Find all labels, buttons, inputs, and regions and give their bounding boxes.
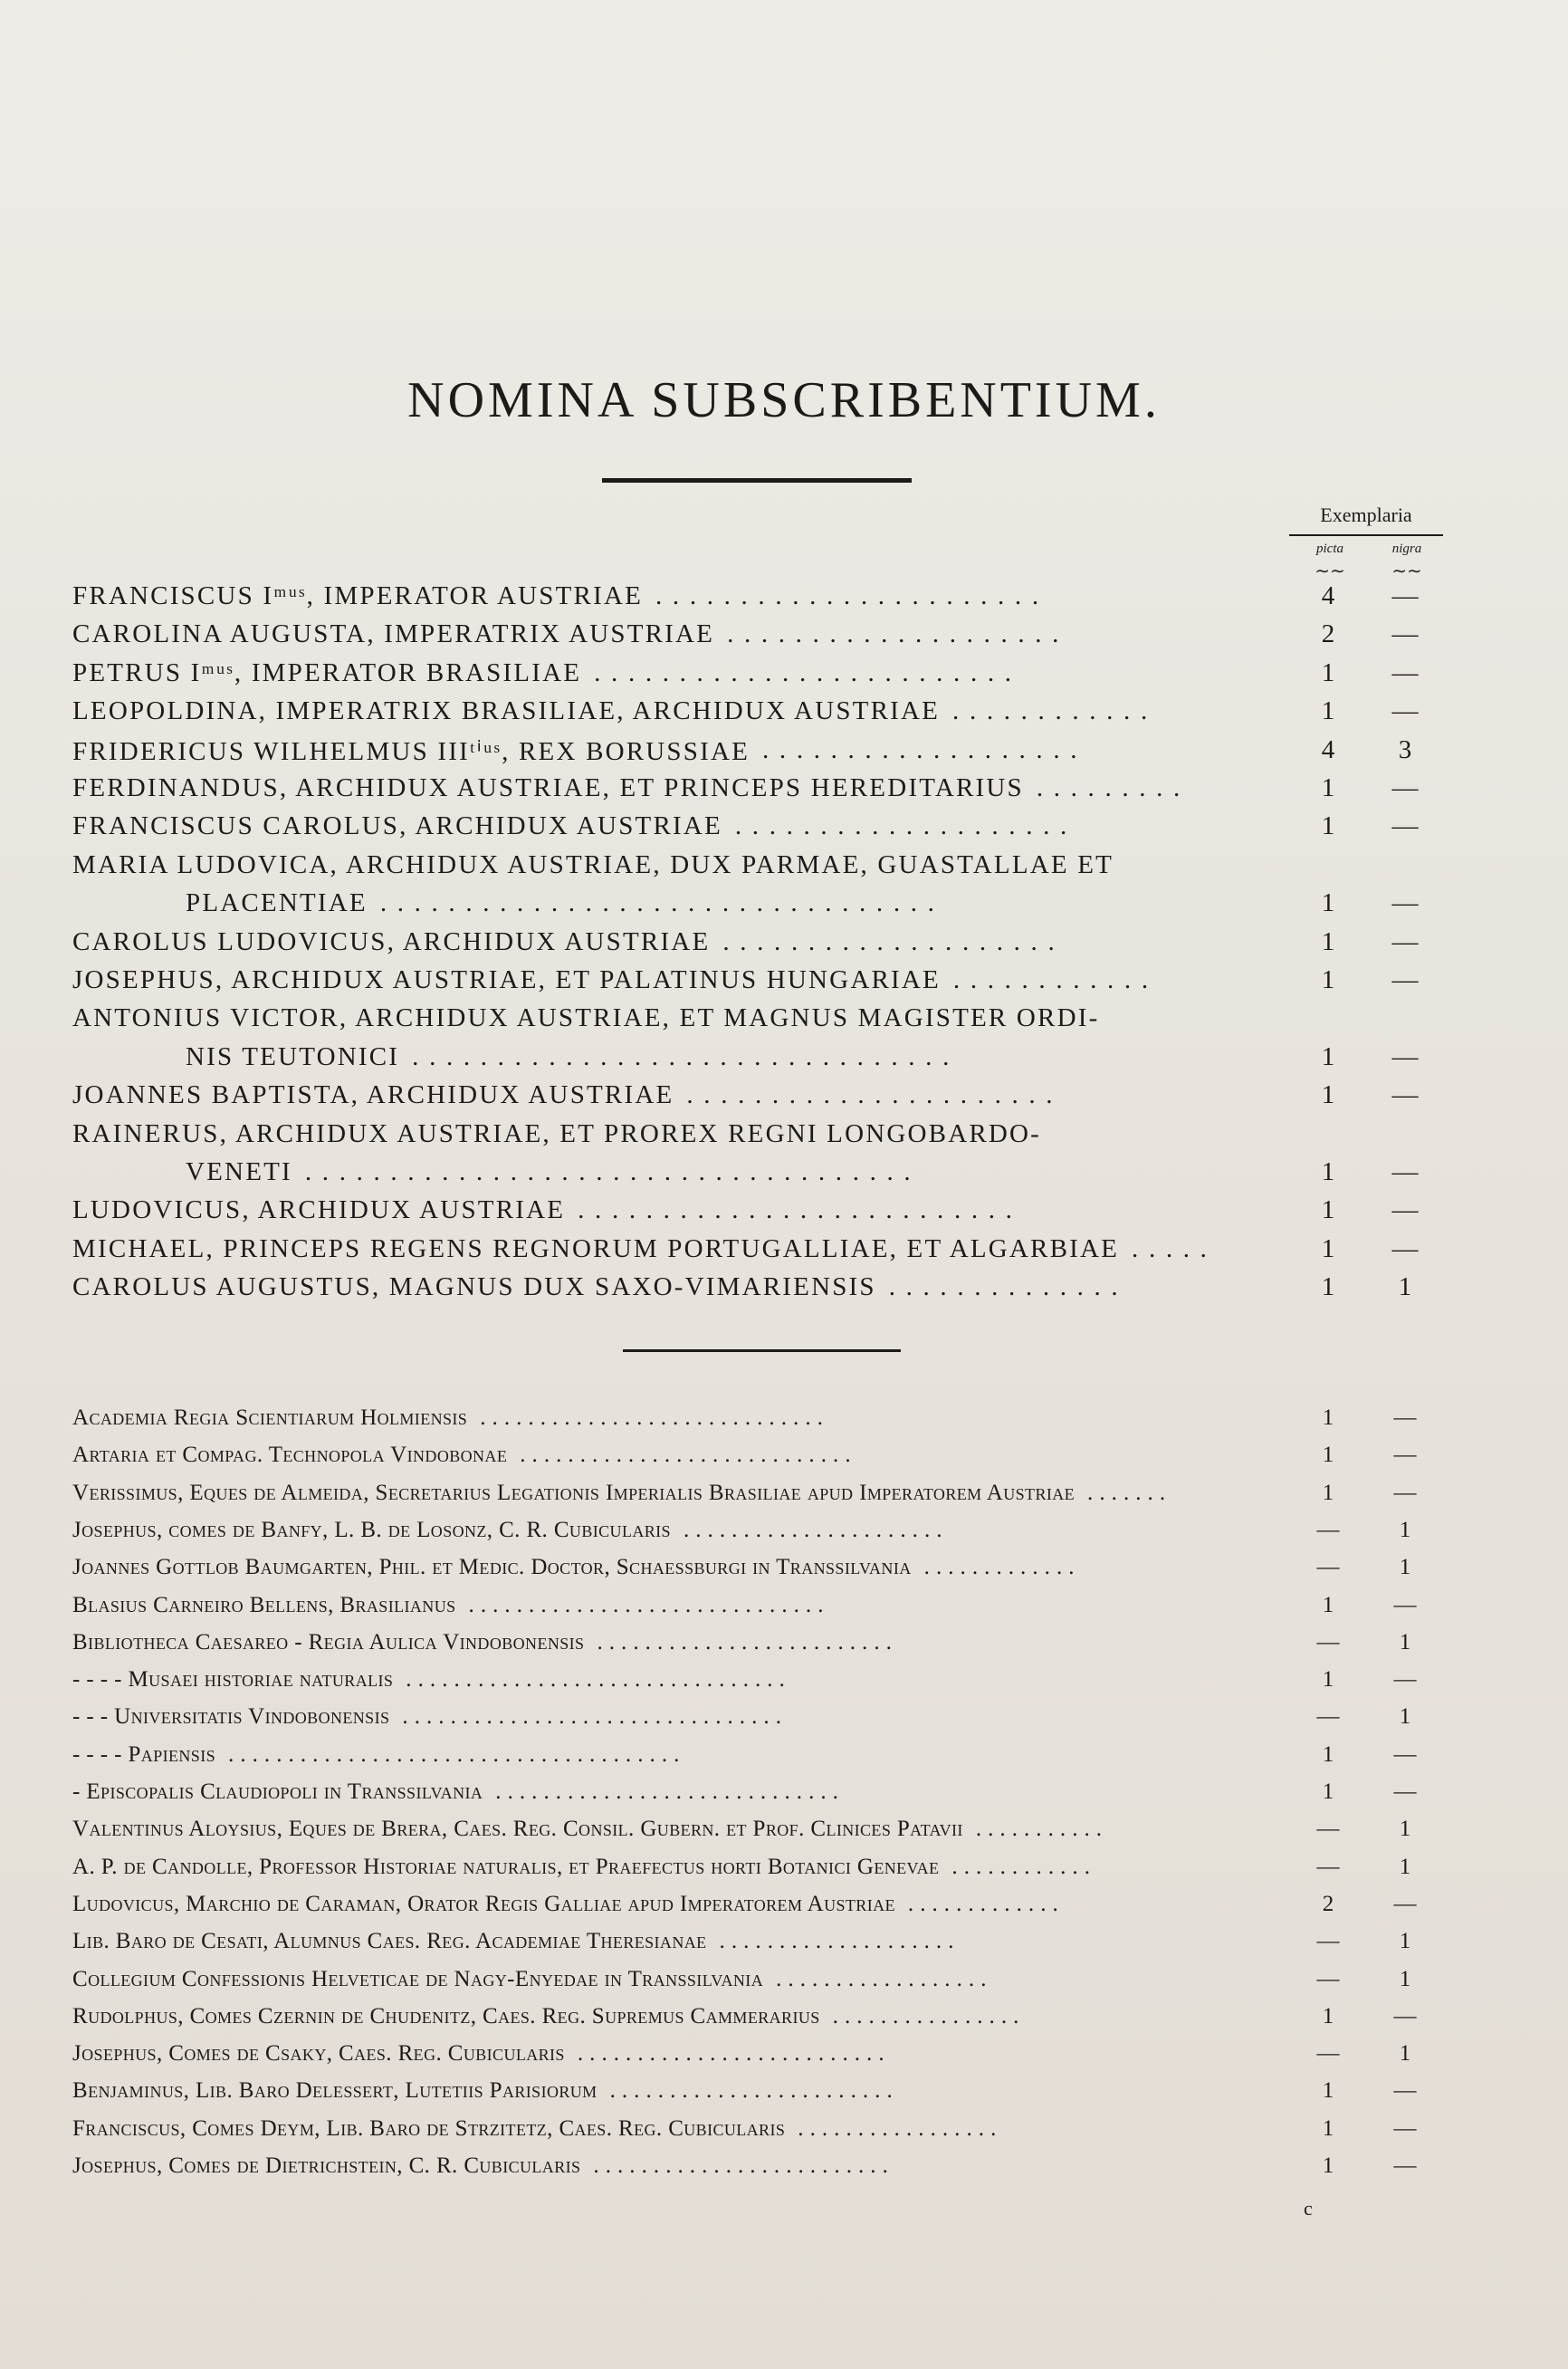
subscriber-name: Rudolphus, Comes Czernin de Chudenitz, Caes. Reg. Supremus Cammerarius	[72, 2003, 820, 2029]
subscriber-name: Bibliotheca Caesareo - Regia Aulica Vindobonensis	[72, 1629, 585, 1654]
subscriber-row	[72, 1892, 1448, 1928]
leader-dots: . . . . . . . . . . . . . . . . . . . . . . . .	[609, 2078, 894, 2104]
subscriber-row	[72, 1817, 1448, 1853]
leader-dots: . . . . . . . . . . . . . . . . . . . . . . . . . . . . . . . . . . . . . .	[228, 1741, 680, 1767]
nigra-count: 1	[1399, 2041, 1411, 2067]
leader-dots: . . . . . . . . . . . . . . . . . . . . . . . . . . . . .	[495, 1779, 839, 1804]
subscriber-row	[72, 2078, 1448, 2115]
nigra-count: 3	[1398, 734, 1412, 764]
picta-count: 1	[1321, 811, 1335, 841]
subscriber-name: FRANCISCUS CAROLUS, ARCHIDUX AUSTRIAE	[72, 811, 722, 841]
leader-dots: . . . . . . . . . . . . . . . . . . . .	[722, 926, 1056, 956]
picta-count: 2	[1321, 619, 1335, 649]
leader-dots: . . . . . . . . . . .	[975, 1817, 1103, 1842]
picta-count: —	[1316, 1629, 1340, 1654]
picta-count: 4	[1321, 734, 1335, 764]
subscriber-row	[72, 1481, 1448, 1517]
royal-row	[72, 1003, 1448, 1040]
royal-row	[72, 850, 1448, 887]
royal-row	[72, 888, 1448, 925]
picta-header: picta	[1316, 542, 1343, 556]
leader-dots: . . . . . . . . . . . . . . . . . . . . . . . . . . . .	[520, 1443, 851, 1468]
picta-count: —	[1316, 2041, 1340, 2067]
picta-count: —	[1316, 1966, 1340, 1991]
royal-row	[72, 1042, 1448, 1079]
royal-row	[72, 1157, 1448, 1194]
nigra-count: —	[1393, 1443, 1417, 1468]
leader-dots: . . . . . . . . . . . . . . . . . . . . . . . . . . . . . . . . .	[379, 888, 937, 918]
column-header	[1289, 504, 1443, 581]
leader-dots: . . . . . . . . . . . .	[951, 1854, 1091, 1879]
picta-count: —	[1316, 1854, 1340, 1879]
section-rule	[623, 1349, 901, 1352]
subscriber-name: Joannes Gottlob Baumgarten, Phil. et Medic. Doctor, Schaessburgi in Transsilvania	[72, 1555, 912, 1580]
nigra-count: 1	[1399, 1629, 1411, 1654]
leader-dots: . . . . . . . . .	[1036, 773, 1182, 802]
nigra-count: —	[1391, 773, 1419, 802]
picta-count: 1	[1322, 1480, 1334, 1505]
nigra-count: —	[1393, 1779, 1417, 1804]
picta-count: —	[1316, 1517, 1340, 1542]
column-header-rule	[1289, 534, 1443, 536]
picta-count: 1	[1322, 1592, 1334, 1617]
subscriber-row	[72, 1742, 1448, 1779]
nigra-count: 1	[1399, 1966, 1411, 1991]
subscriber-row	[72, 1593, 1448, 1629]
subscriber-name: VENETI	[186, 1157, 292, 1186]
picta-count: —	[1316, 1929, 1340, 1954]
leader-dots: . . . . . . . . . . . . . . . . . . . . . . . . . . . . . . . .	[402, 1704, 782, 1730]
picta-count: 1	[1321, 888, 1335, 918]
picta-count: 1	[1321, 1080, 1335, 1110]
picta-count: 1	[1321, 696, 1335, 726]
nigra-count: —	[1391, 811, 1419, 841]
nigra-count: —	[1391, 619, 1419, 649]
leader-dots: . . . . . . . . . . . .	[952, 696, 1150, 726]
subscriber-name: FRANCISCUS Iᵐᵘˢ, IMPERATOR AUSTRIAE	[72, 581, 644, 610]
subscriber-name: FERDINANDUS, ARCHIDUX AUSTRIAE, ET PRINCEPS HEREDITARIUS	[72, 773, 1024, 802]
picta-count: 1	[1322, 1443, 1334, 1468]
subscriber-name: - - - - Papiensis	[72, 1741, 216, 1767]
subscriber-row	[72, 1405, 1448, 1442]
nigra-count: 1	[1399, 1854, 1411, 1879]
nigra-header: nigra	[1391, 542, 1422, 556]
subscriber-name: - - - Universitatis Vindobonensis	[72, 1704, 390, 1730]
nigra-count: —	[1391, 1233, 1419, 1263]
subscriber-row	[72, 1967, 1448, 2003]
leader-dots: . . . . . . . . . . . . . .	[888, 1272, 1120, 1302]
leader-dots: . . . . . . . . . . . . . . . . . . . . . .	[683, 1517, 942, 1542]
subscriber-name: PETRUS Iᵐᵘˢ, IMPERATOR BRASILIAE	[72, 657, 582, 687]
picta-count: 1	[1322, 2078, 1334, 2104]
subscriber-row	[72, 1929, 1448, 1965]
subscriber-row	[72, 1555, 1448, 1591]
nigra-count: —	[1391, 1195, 1419, 1225]
picta-count: 1	[1321, 773, 1335, 802]
leader-dots: . . . . .	[1132, 1233, 1209, 1263]
subscriber-name: Verissimus, Eques de Almeida, Secretarius Legationis Imperialis Brasiliae apud Imperatorem Austriae	[72, 1480, 1076, 1505]
picta-count: —	[1316, 1555, 1340, 1580]
nigra-count: —	[1391, 965, 1419, 994]
picta-count: 1	[1321, 1041, 1335, 1071]
picta-count: 4	[1321, 581, 1335, 610]
subscriber-name: LUDOVICUS, ARCHIDUX AUSTRIAE	[72, 1195, 566, 1225]
subscriber-name: Josephus, comes de Banfy, L. B. de Losonz, C. R. Cubicularis	[72, 1517, 671, 1542]
nigra-count: —	[1391, 581, 1419, 610]
leader-dots: . . . . . . . . . . . . .	[907, 1891, 1059, 1916]
subscriber-row	[72, 1704, 1448, 1741]
nigra-count: —	[1393, 1741, 1417, 1767]
royal-row	[72, 773, 1448, 810]
nigra-count: —	[1393, 1405, 1417, 1430]
leader-dots: . . . . . . . . . . . . . . . . . .	[776, 1966, 987, 1991]
leader-dots: . . . . . . . . . . . . . . . . . . . .	[734, 811, 1069, 841]
royal-row	[72, 1080, 1448, 1117]
nigra-count: 1	[1399, 1704, 1411, 1730]
subscriber-name: Ludovicus, Marchio de Caraman, Orator Regis Galliae apud Imperatorem Austriae	[72, 1891, 895, 1916]
picta-count: 1	[1321, 657, 1335, 687]
nigra-count: —	[1391, 888, 1419, 918]
subscriber-name: Collegium Confessionis Helveticae de Nagy-Enyedae in Transsilvania	[72, 1966, 764, 1991]
leader-dots: . . . . . . . . . . . . . . . . . . . . . . . . . . . . . . . .	[412, 1041, 951, 1071]
royal-row	[72, 619, 1448, 656]
picta-count: 2	[1322, 1891, 1334, 1916]
subscriber-name: A. P. de Candolle, Professor Historiae naturalis, et Praefectus horti Botanici Genevae	[72, 1854, 940, 1879]
picta-count: 1	[1321, 1157, 1335, 1186]
leader-dots: . . . . . . . . . . . . . . . . . . . . . . . . . . . . .	[480, 1405, 824, 1430]
subscriber-name: Valentinus Aloysius, Eques de Brera, Caes. Reg. Consil. Gubern. et Prof. Clinices Patavii	[72, 1817, 963, 1842]
royal-row	[72, 1234, 1448, 1271]
subscriber-name: ANTONIUS VICTOR, ARCHIDUX AUSTRIAE, ET MAGNUS MAGISTER ORDI-	[72, 1003, 1100, 1033]
leader-dots: . . . . . . . . . . . . . . . . . . . . . . . . . . . . . . . . . . . .	[304, 1157, 913, 1186]
nigra-count: —	[1393, 1480, 1417, 1505]
picta-count: 1	[1321, 965, 1335, 994]
subscriber-name: Josephus, Comes de Dietrichstein, C. R. Cubicularis	[72, 2153, 581, 2178]
nigra-count: —	[1393, 2003, 1417, 2029]
royal-row	[72, 1119, 1448, 1156]
picta-count: 1	[1322, 2153, 1334, 2178]
subscriber-name: - - - - Musaei historiae naturalis	[72, 1667, 394, 1693]
royal-row	[72, 735, 1448, 772]
leader-dots: . . . . . . . . . . . . . . . . . . . . . . . . .	[597, 1629, 893, 1654]
subscriber-name: JOANNES BAPTISTA, ARCHIDUX AUSTRIAE	[72, 1080, 674, 1110]
subscriber-name: Josephus, Comes de Csaky, Caes. Reg. Cubicularis	[72, 2041, 565, 2067]
title-rule	[602, 478, 912, 483]
leader-dots: . . . . . . . . . . . . .	[923, 1555, 1075, 1580]
leader-dots: . . . . . . . . . . . . . . . . . . . . . . . . . .	[578, 1195, 1015, 1225]
subscriber-row	[72, 1630, 1448, 1666]
nigra-count: —	[1391, 1157, 1419, 1186]
subscriber-row	[72, 1667, 1448, 1703]
picta-squiggle: ∼∼	[1315, 561, 1345, 581]
nigra-count: 1	[1399, 1555, 1411, 1580]
leader-dots: . . . . . . . . . . . . . . . . . . . .	[719, 1929, 954, 1954]
picta-count: —	[1316, 1704, 1340, 1730]
royal-row	[72, 927, 1448, 964]
subscriber-name: FRIDERICUS WILHELMUS IIIᵗⁱᵘˢ, REX BORUSSIAE	[72, 736, 751, 766]
leader-dots: . . . . . . . . . . . .	[952, 965, 1151, 994]
subscriber-name: Blasius Carneiro Bellens, Brasilianus	[72, 1592, 456, 1617]
subscriber-row	[72, 1855, 1448, 1891]
picta-count: 1	[1322, 1741, 1334, 1767]
subscriber-name: CAROLUS LUDOVICUS, ARCHIDUX AUSTRIAE	[72, 926, 711, 956]
picta-count: 1	[1322, 1667, 1334, 1693]
subscriber-name: NIS TEUTONICI	[186, 1041, 400, 1071]
leader-dots: . . . . . . . . . . . . . . . . .	[798, 2115, 997, 2141]
nigra-count: —	[1393, 1592, 1417, 1617]
leader-dots: . . . . . . . . . . . . . . . . . . . . . . . . . .	[577, 2041, 885, 2067]
picta-count: —	[1316, 1817, 1340, 1842]
subscriber-name: Benjaminus, Lib. Baro Delessert, Lutetiis Parisiorum	[72, 2078, 598, 2104]
subscriber-name: Lib. Baro de Cesati, Alumnus Caes. Reg. Academiae Theresianae	[72, 1929, 707, 1954]
leader-dots: . . . . . . . . . . . . . . . . . . . . . . . . . . . . . . . .	[406, 1667, 786, 1693]
leader-dots: . . . . . . . . . . . . . . . . . . . . . . . . . . . . . .	[468, 1592, 824, 1617]
subscriber-row	[72, 2116, 1448, 2153]
royal-row	[72, 811, 1448, 848]
royal-row	[72, 965, 1448, 1002]
leader-dots: . . . . . . . . . . . . . . . . . . . . . . . . .	[594, 657, 1014, 687]
subscriber-name: CAROLUS AUGUSTUS, MAGNUS DUX SAXO-VIMARIENSIS	[72, 1272, 876, 1302]
subscriber-row	[72, 2041, 1448, 2077]
nigra-count: —	[1391, 657, 1419, 687]
leader-dots: . . . . . . . . . . . . . . . .	[832, 2003, 1019, 2029]
picta-count: 1	[1322, 2115, 1334, 2141]
nigra-count: 1	[1398, 1272, 1412, 1302]
subscriber-name: CAROLINA AUGUSTA, IMPERATRIX AUSTRIAE	[72, 619, 715, 649]
subscriber-row	[72, 2004, 1448, 2040]
picta-count: 1	[1321, 1233, 1335, 1263]
leader-dots: . . . . . . . . . . . . . . . . . . . .	[727, 619, 1061, 649]
royal-row	[72, 1195, 1448, 1232]
nigra-count: —	[1393, 2153, 1417, 2178]
subscriber-name: PLACENTIAE	[186, 888, 368, 918]
subscriber-row	[72, 1443, 1448, 1479]
subscriber-row	[72, 1518, 1448, 1554]
subscriber-row	[72, 1779, 1448, 1816]
nigra-count: —	[1393, 1891, 1417, 1916]
subscriber-name: LEOPOLDINA, IMPERATRIX BRASILIAE, ARCHIDUX AUSTRIAE	[72, 696, 941, 726]
picta-count: 1	[1321, 1272, 1335, 1302]
exemplaria-header: Exemplaria	[1320, 504, 1412, 526]
picta-count: 1	[1321, 1195, 1335, 1225]
nigra-count: —	[1393, 2078, 1417, 2104]
subscriber-name: RAINERUS, ARCHIDUX AUSTRIAE, ET PROREX REGNI LONGOBARDO-	[72, 1118, 1042, 1148]
subscriber-name: Academia Regia Scientiarum Holmiensis	[72, 1405, 468, 1430]
nigra-count: 1	[1399, 1817, 1411, 1842]
picta-count: 1	[1322, 2003, 1334, 2029]
nigra-count: —	[1391, 696, 1419, 726]
signature-mark: c	[1304, 2197, 1313, 2220]
leader-dots: . . . . . . . . . . . . . . . . . . . . . . .	[655, 581, 1041, 610]
leader-dots: . . . . . . . . . . . . . . . . . . . . . . . . .	[593, 2153, 889, 2178]
royal-row	[72, 1272, 1448, 1309]
subscriber-name: MICHAEL, PRINCEPS REGENS REGNORUM PORTUGALLIAE, ET ALGARBIAE	[72, 1233, 1120, 1263]
subscriber-name: JOSEPHUS, ARCHIDUX AUSTRIAE, ET PALATINUS HUNGARIAE	[72, 965, 941, 994]
picta-count: 1	[1321, 926, 1335, 956]
nigra-count: 1	[1399, 1929, 1411, 1954]
leader-dots: . . . . . . . . . . . . . . . . . . .	[762, 734, 1079, 764]
leader-dots: . . . . . . . . . . . . . . . . . . . . . .	[686, 1080, 1055, 1110]
subscriber-row	[72, 2153, 1448, 2190]
nigra-squiggle: ∼∼	[1391, 561, 1422, 581]
nigra-count: —	[1391, 926, 1419, 956]
subscriber-name: - Episcopalis Claudiopoli in Transsilvania	[72, 1779, 483, 1804]
royal-row	[72, 696, 1448, 733]
subscriber-name: Artaria et Compag. Technopola Vindobonae	[72, 1443, 508, 1468]
royal-row	[72, 581, 1448, 618]
nigra-count: —	[1391, 1080, 1419, 1110]
page-title: NOMINA SUBSCRIBENTIUM.	[407, 371, 1161, 428]
nigra-count: 1	[1399, 1517, 1411, 1542]
leader-dots: . . . . . . .	[1087, 1480, 1166, 1505]
subscriber-name: Franciscus, Comes Deym, Lib. Baro de Strzitetz, Caes. Reg. Cubicularis	[72, 2115, 786, 2141]
nigra-count: —	[1391, 1041, 1419, 1071]
nigra-count: —	[1393, 2115, 1417, 2141]
subscriber-name: MARIA LUDOVICA, ARCHIDUX AUSTRIAE, DUX PARMAE, GUASTALLAE ET	[72, 849, 1114, 879]
royal-row	[72, 658, 1448, 695]
picta-count: 1	[1322, 1779, 1334, 1804]
nigra-count: —	[1393, 1667, 1417, 1693]
picta-count: 1	[1322, 1405, 1334, 1430]
